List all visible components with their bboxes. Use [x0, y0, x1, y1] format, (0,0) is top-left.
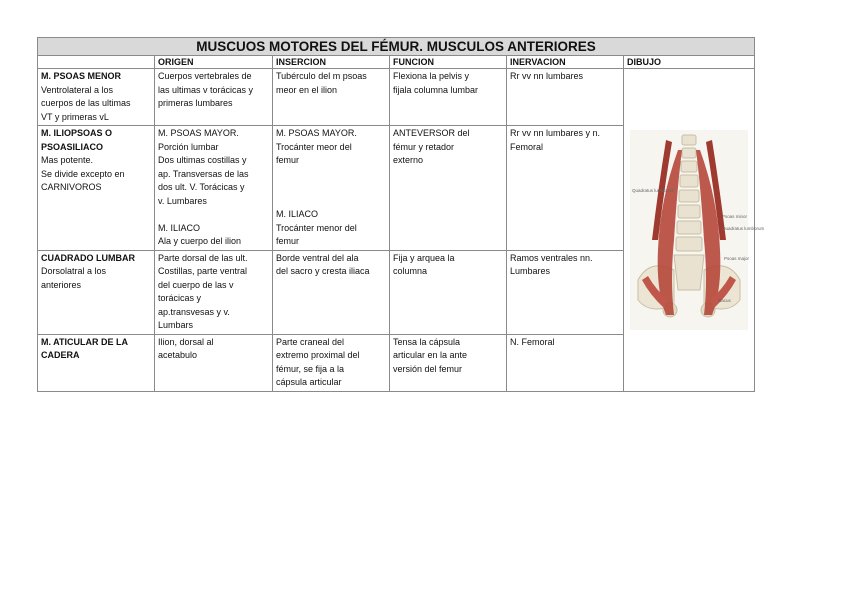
cell-line: ap. Transversas de las: [158, 168, 249, 179]
cell-line: Rr vv nn lumbares y n.: [510, 128, 601, 138]
figure-label: Psoas minor: [722, 213, 748, 219]
anatomy-illustration-icon: [630, 130, 765, 330]
cell-line: Ala y cuerpo del ilion: [158, 236, 242, 246]
cell-line: femur: [276, 236, 300, 246]
inervacion-cell: [507, 334, 624, 391]
document-title: MUSCUOS MOTORES DEL FÉMUR. MUSCULOS ANTERIORES: [38, 38, 755, 56]
cell-line: [158, 208, 269, 222]
muscle-name: PSOASILIACO: [41, 141, 104, 152]
cell-line: fémur, se fija a la: [276, 363, 345, 374]
origen-cell: [155, 126, 273, 251]
muscle-name: M. ATICULAR DE LA: [41, 336, 128, 347]
cell-line: Fija y arquea la: [393, 252, 455, 263]
inervacion-cell: [507, 69, 624, 126]
header-origen: ORIGEN: [155, 56, 273, 69]
insercion-cell: [273, 250, 390, 334]
cell-line: Rr vv nn lumbares: [510, 71, 584, 81]
cell-line: fémur y retador: [393, 141, 455, 152]
cell-line: Lumbares: [510, 266, 551, 276]
cell-line: Ilion, dorsal al: [158, 336, 214, 347]
muscle-table: [37, 37, 765, 392]
funcion-cell: [390, 69, 507, 126]
cell-line: Tubérculo del m psoas: [276, 71, 367, 81]
cell-line: Dos ultimas costillas y: [158, 155, 247, 165]
cell-line: Dorsolatral a los: [41, 266, 107, 276]
muscle-cell: [38, 69, 155, 126]
header-row: [38, 56, 755, 69]
origen-cell: [155, 69, 273, 126]
header-inervacion: INERVACION: [507, 56, 624, 69]
cell-line: ANTEVERSOR del: [393, 128, 470, 138]
cell-line: Porción lumbar: [158, 141, 219, 152]
cell-line: Mas potente.: [41, 155, 94, 165]
cell-line: Ventrolateral a los: [41, 84, 114, 95]
cell-line: M. ILIACO: [276, 209, 319, 219]
dibujo-cell: [624, 69, 765, 392]
funcion-cell: [390, 250, 507, 334]
cell-line: externo: [393, 155, 424, 165]
cell-line: v. Lumbares: [158, 195, 207, 206]
cell-line: VT y primeras vL: [41, 111, 109, 122]
muscle-name: CUADRADO LUMBAR: [41, 252, 135, 263]
header-muscle: [38, 56, 155, 69]
cell-line: Trocánter menor del: [276, 222, 357, 233]
cell-line: del cuerpo de las v: [158, 279, 234, 290]
muscle-cell: [38, 126, 155, 251]
cell-line: cápsula articular: [276, 377, 342, 387]
cell-line: [276, 168, 386, 182]
header-insercion: INSERCION: [273, 56, 390, 69]
cell-line: cuerpos de las ultimas: [41, 98, 131, 108]
cell-line: versión del femur: [393, 363, 463, 374]
cell-line: M. ILIACO: [158, 222, 201, 233]
cell-line: torácicas y: [158, 293, 202, 303]
muscle-name: CADERA: [41, 350, 80, 360]
cell-line: M. PSOAS MAYOR.: [158, 128, 239, 138]
cell-line: Tensa la cápsula: [393, 336, 461, 347]
inervacion-cell: [507, 126, 624, 251]
title-row: [38, 38, 755, 56]
muscle-cell: [38, 250, 155, 334]
cell-line: femur: [276, 155, 300, 165]
insercion-cell: [273, 69, 390, 126]
cell-line: N. Femoral: [510, 336, 555, 347]
cell-line: CARNIVOROS: [41, 182, 102, 192]
figure-label: Iliacus: [718, 297, 731, 303]
header-dibujo: DIBUJO: [624, 56, 755, 69]
cell-line: Costillas, parte ventral: [158, 266, 248, 276]
cell-line: Lumbars: [158, 320, 194, 330]
cell-line: Cuerpos vertebrales de: [158, 71, 252, 81]
cell-line: M. PSOAS MAYOR.: [276, 128, 357, 138]
inervacion-cell: [507, 250, 624, 334]
cell-line: Borde ventral del ala: [276, 252, 359, 263]
cell-line: Parte craneal del: [276, 336, 345, 347]
cell-line: acetabulo: [158, 350, 198, 360]
cell-line: las ultimas v torácicas y: [158, 84, 254, 95]
funcion-cell: [390, 334, 507, 391]
figure-label: Quadratus lumborum: [632, 187, 675, 193]
cell-line: columna: [393, 266, 428, 276]
cell-line: meor en el ilion: [276, 84, 338, 95]
cell-line: dos ult. V. Torácicas y: [158, 182, 245, 192]
cell-line: primeras lumbares: [158, 98, 233, 108]
cell-line: [276, 181, 386, 195]
insercion-cell: [273, 334, 390, 391]
cell-line: extremo proximal del: [276, 350, 360, 360]
muscle-name: M. PSOAS MENOR: [41, 71, 122, 81]
table-row: [38, 69, 755, 126]
figure-label: Psoas major: [724, 255, 750, 261]
cell-line: articular en la ante: [393, 350, 468, 360]
origen-cell: [155, 250, 273, 334]
cell-line: Parte dorsal de las ult.: [158, 252, 248, 263]
cell-line: Trocánter meor del: [276, 141, 352, 152]
funcion-cell: [390, 126, 507, 251]
origen-cell: [155, 334, 273, 391]
cell-line: Femoral: [510, 141, 544, 152]
cell-line: Ramos ventrales nn.: [510, 252, 593, 263]
cell-line: [276, 195, 386, 209]
cell-line: ap.transvesas y v.: [158, 306, 230, 317]
cell-line: fijala columna lumbar: [393, 84, 479, 95]
muscle-name: M. ILIOPSOAS O: [41, 128, 113, 138]
figure-label: Quadratus lumborum: [722, 225, 765, 231]
muscle-cell: [38, 334, 155, 391]
insercion-cell: [273, 126, 390, 251]
cell-line: anteriores: [41, 279, 82, 290]
cell-line: Flexiona la pelvis y: [393, 71, 470, 81]
header-funcion: FUNCION: [390, 56, 507, 69]
cell-line: Se divide excepto en: [41, 168, 125, 179]
cell-line: del sacro y cresta iliaca: [276, 266, 370, 276]
